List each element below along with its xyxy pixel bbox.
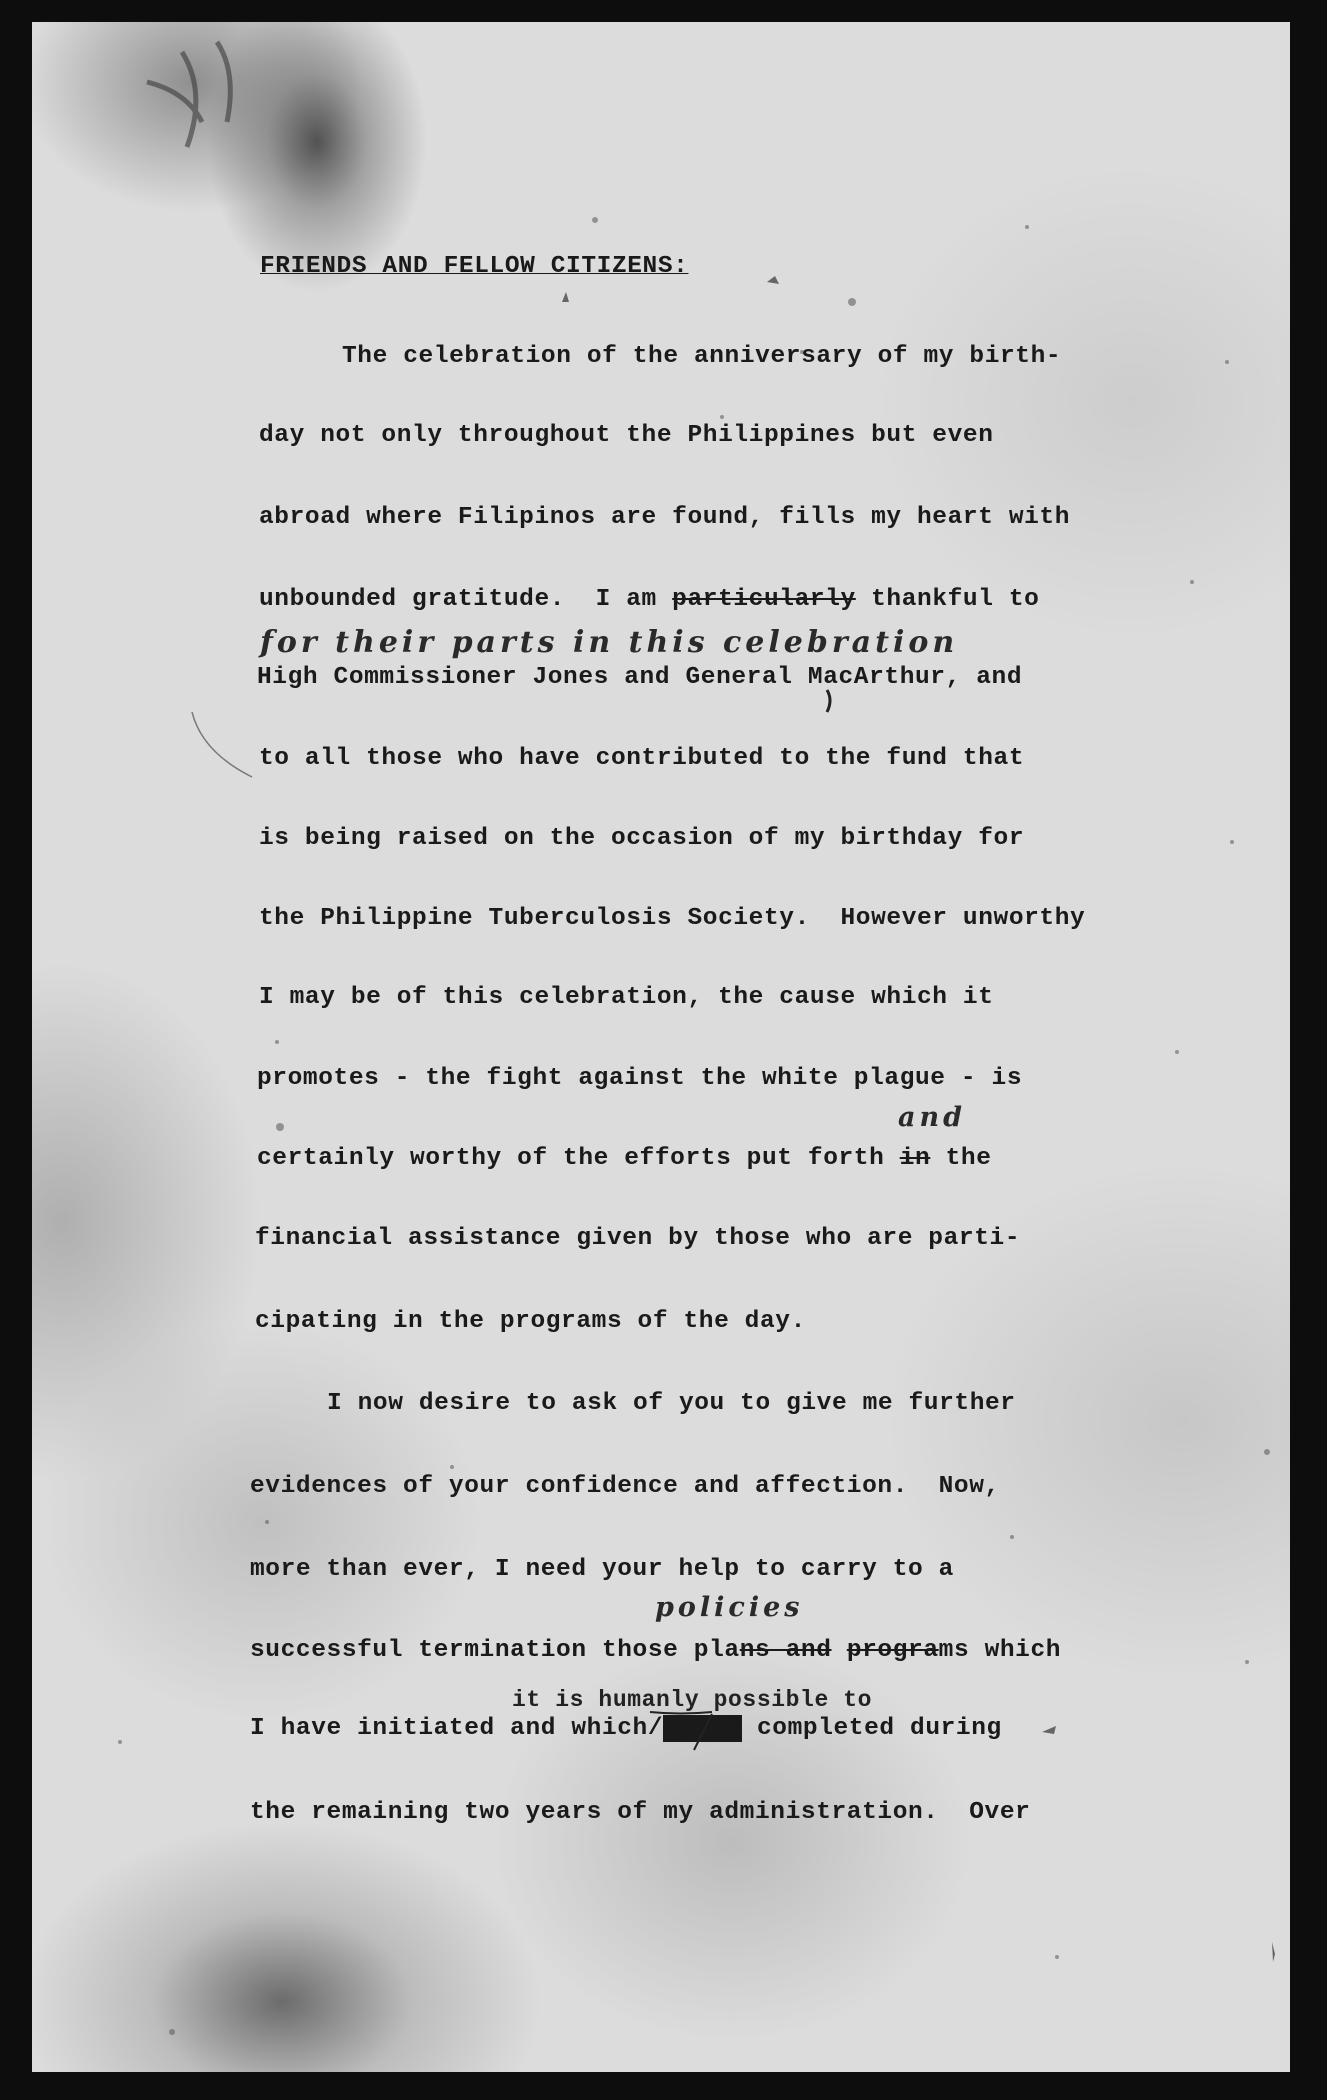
typed-insertion: it is humanly possible to [512, 1687, 873, 1713]
text-line-18 [250, 1639, 1061, 1664]
text-line-10: promotes - the fight against the white plague - is [257, 1065, 1023, 1092]
text-line-15: I now desire to ask of you to give me further [327, 1390, 1016, 1417]
handwritten-insertion-and: and [898, 1102, 967, 1133]
scratched-out-word: xxxxx [664, 1715, 741, 1742]
handwritten-insertion-parts: for their parts in this celebration [260, 625, 959, 660]
text-line-13: financial assistance given by those who are parti- [255, 1225, 1021, 1252]
typed-text [32, 22, 1290, 2072]
text-line-19-end: completed during [741, 1715, 1002, 1742]
text-line-12 [257, 1147, 992, 1172]
text-line-5: High Commissioner Jones and General MacArthur, and [257, 664, 1023, 691]
text-line-14: cipating in the programs of the day. [255, 1308, 806, 1335]
text-line-6: to all those who have contributed to the fund that [259, 745, 1025, 772]
text-line-8: the Philippine Tuberculosis Society. However unworthy [259, 905, 1086, 932]
text-line-7: is being raised on the occasion of my birthday for [259, 825, 1025, 852]
text-line-3: abroad where Filipinos are found, fills my heart with [259, 504, 1071, 531]
text-line-16: evidences of your confidence and affection. Now, [250, 1473, 1000, 1500]
struck-word-particularly: particularly [672, 586, 856, 613]
text-line-12-start: certainly worthy of the efforts put forth [257, 1145, 900, 1172]
text-line-1: The celebration of the anniversary of my birth- [342, 343, 1062, 370]
text-line-2: day not only throughout the Philippines but even [259, 422, 994, 449]
text-line-4-end: thankful to [855, 586, 1040, 613]
handwritten-insertion-policies: policies [655, 1592, 804, 1623]
text-line-9: I may be of this celebration, the cause which it [259, 984, 994, 1011]
text-line-17: more than ever, I need your help to carry to a [250, 1556, 954, 1583]
text-line-4-start: unbounded gratitude. I am [259, 586, 673, 613]
salutation: FRIENDS AND FELLOW CITIZENS: [260, 253, 689, 280]
text-line-20: the remaining two years of my administration. Over [250, 1799, 1031, 1826]
struck-words-ns-and: ns and [739, 1637, 832, 1664]
text-line-18-start: successful termination those pla [250, 1637, 740, 1664]
text-line-18-end: ms which [938, 1637, 1062, 1664]
text-line-18-space [832, 1637, 847, 1664]
struck-word-in: in [899, 1145, 931, 1172]
text-line-19-start: I have initiated and which/ [250, 1715, 664, 1742]
struck-word-progra: progra [846, 1637, 939, 1664]
text-line-19 [250, 1717, 1002, 1742]
text-line-4 [259, 588, 1039, 613]
text-line-12-end: the [930, 1145, 992, 1172]
document-page [32, 22, 1290, 2072]
